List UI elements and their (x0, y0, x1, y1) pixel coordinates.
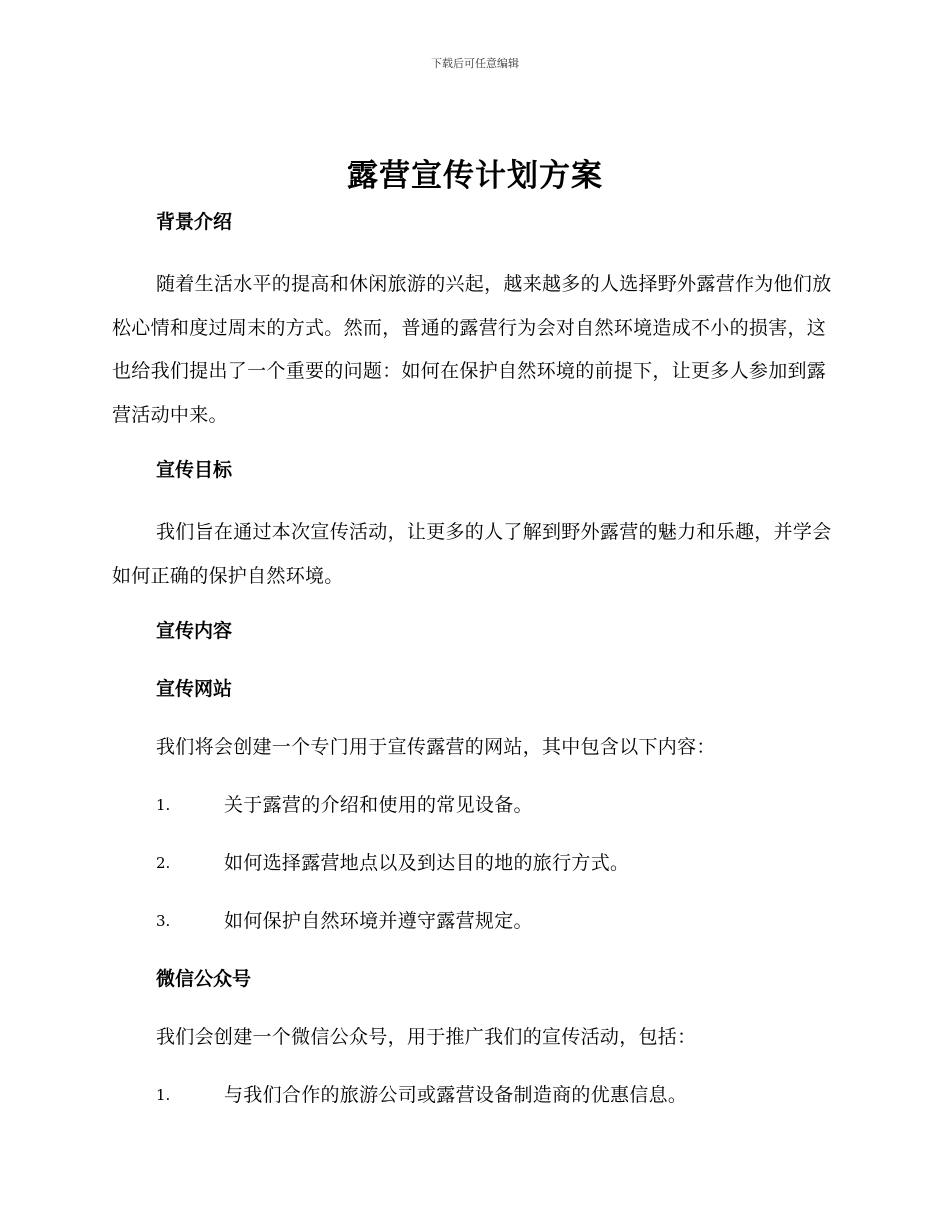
paragraph-goal: 我们旨在通过本次宣传活动，让更多的人了解到野外露营的魅力和乐趣，并学会如何正确的保护自然环境。 (112, 521, 832, 587)
list-item-text: 如何选择露营地点以及到达目的地的旅行方式。 (224, 852, 630, 874)
paragraph-website: 我们将会创建一个专门用于宣传露营的网站，其中包含以下内容： (156, 736, 716, 758)
list-item (112, 846, 832, 880)
list-item-number: 1. (156, 1086, 171, 1104)
section-heading-content: 宣传内容 (156, 620, 233, 642)
paragraph-wechat: 我们会创建一个微信公众号，用于推广我们的宣传活动，包括： (156, 1026, 697, 1048)
page-header: 下载后可任意编辑 (431, 57, 519, 70)
list-item-text: 如何保护自然环境并遵守露营规定。 (224, 910, 533, 932)
list-item-text: 关于露营的介绍和使用的常见设备。 (224, 794, 533, 816)
document-body (112, 205, 832, 1136)
document-title: 露营宣传计划方案 (347, 158, 603, 194)
list-item-text: 与我们合作的旅游公司或露营设备制造商的优惠信息。 (224, 1084, 688, 1106)
section-heading-wechat: 微信公众号 (156, 968, 252, 990)
list-item (112, 904, 832, 938)
list-item-number: 2. (156, 854, 171, 872)
section-heading-goal: 宣传目标 (156, 459, 233, 481)
section-heading-background: 背景介绍 (156, 211, 233, 233)
list-item-number: 1. (156, 796, 171, 814)
list-item (112, 788, 832, 822)
list-item (112, 1078, 832, 1112)
section-heading-website: 宣传网站 (156, 678, 233, 700)
paragraph-background: 随着生活水平的提高和休闲旅游的兴起，越来越多的人选择野外露营作为他们放松心情和度过周末的方式。然而，普通的露营行为会对自然环境造成不小的损害，这也给我们提出了一个重要的问题：如何在保护自然环境的前提下，让更多人参加到露营活动中来。 (112, 273, 832, 426)
list-item-number: 3. (156, 912, 171, 930)
